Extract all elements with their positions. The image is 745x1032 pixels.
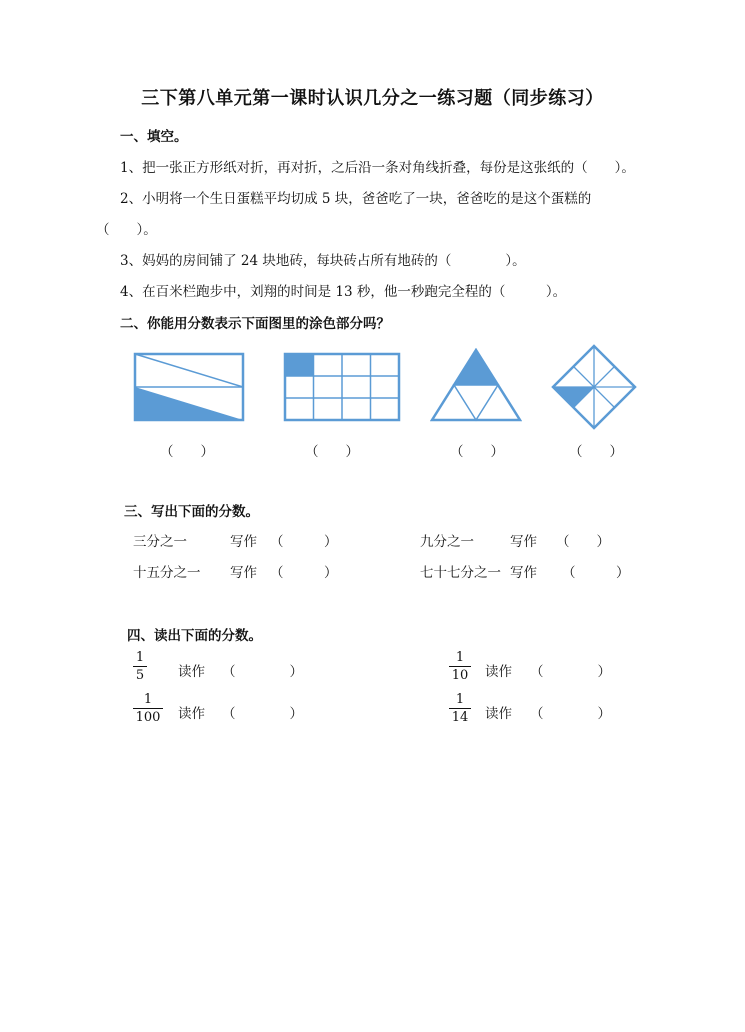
write-blank: （ ） — [562, 565, 630, 581]
fraction-1-5 — [133, 650, 147, 683]
read-blank: （ ） — [530, 706, 611, 722]
question-1: 1、把一张正方形纸对折，再对折，之后沿一条对角线折叠，每份是这张纸的（ ）。 — [120, 160, 635, 176]
fraction-bar — [449, 708, 471, 709]
page-title: 三下第八单元第一课时认识几分之一练习题（同步练习） — [141, 88, 604, 109]
numerator: 1 — [455, 692, 465, 707]
fraction-bar — [133, 666, 147, 667]
section-1-heading: 一、填空。 — [120, 129, 188, 145]
fraction-name: 十五分之一 — [133, 565, 201, 581]
fraction-name: 三分之一 — [133, 534, 187, 550]
denominator: 5 — [135, 668, 145, 683]
question-4: 4、在百米栏跑步中，刘翔的时间是 13 秒，他一秒跑完全程的（ ）。 — [120, 284, 567, 300]
read-blank: （ ） — [530, 664, 611, 680]
numerator: 1 — [143, 692, 153, 707]
write-blank: （ ） — [270, 565, 338, 581]
numerator: 1 — [455, 650, 465, 665]
fraction-1-14 — [449, 692, 471, 725]
grid-figure — [283, 352, 401, 422]
fraction-1-100 — [133, 692, 163, 725]
write-blank: （ ） — [556, 534, 610, 550]
question-2-line-1: 2、小明将一个生日蛋糕平均切成 5 块，爸爸吃了一块，爸爸吃的是这个蛋糕的 — [120, 191, 592, 207]
write-label: 写作 — [230, 565, 257, 581]
write-label: 写作 — [230, 534, 257, 550]
section-4-heading: 四、读出下面的分数。 — [127, 628, 262, 644]
read-blank: （ ） — [222, 664, 303, 680]
fraction-name: 九分之一 — [420, 534, 474, 550]
fraction-name: 七十七分之一 — [420, 565, 501, 581]
diamond-figure — [551, 344, 637, 430]
write-label: 写作 — [510, 534, 537, 550]
question-2-line-2: （ ）。 — [96, 222, 157, 238]
numerator: 1 — [135, 650, 145, 665]
read-label: 读作 — [178, 664, 205, 680]
fraction-bar — [449, 666, 471, 667]
read-label: 读作 — [178, 706, 205, 722]
denominator: 100 — [135, 710, 161, 725]
section-3-heading: 三、写出下面的分数。 — [124, 504, 259, 520]
section-2-heading: 二、你能用分数表示下面图里的涂色部分吗？ — [120, 316, 390, 332]
fraction-bar — [133, 708, 163, 709]
fraction-1-10 — [449, 650, 471, 683]
read-label: 读作 — [485, 706, 512, 722]
read-blank: （ ） — [222, 706, 303, 722]
read-label: 读作 — [485, 664, 512, 680]
question-3: 3、妈妈的房间铺了 24 块地砖，每块砖占所有地砖的（ ）。 — [120, 253, 526, 269]
write-label: 写作 — [510, 565, 537, 581]
write-blank: （ ） — [270, 534, 338, 550]
answer-blank-4: （ ） — [569, 444, 623, 460]
answer-blank-3: （ ） — [450, 444, 504, 460]
rectangle-figure — [133, 352, 245, 422]
denominator: 14 — [451, 710, 469, 725]
answer-blank-2: （ ） — [305, 444, 359, 460]
triangle-figure — [430, 348, 522, 422]
answer-blank-1: （ ） — [160, 444, 214, 460]
denominator: 10 — [451, 668, 469, 683]
